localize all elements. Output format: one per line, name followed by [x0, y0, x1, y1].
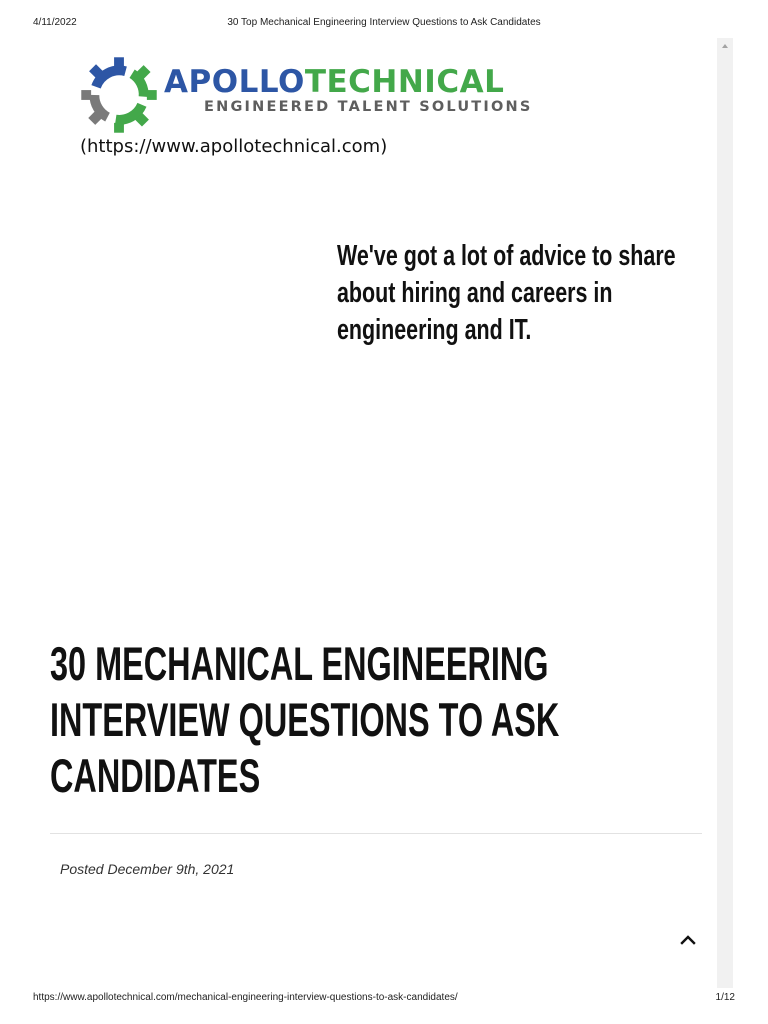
print-page-title: 30 Top Mechanical Engineering Interview Questions to Ask Candidates	[227, 17, 541, 28]
print-header	[33, 17, 735, 31]
logo-wordmark: APOLLOTECHNICAL	[164, 64, 505, 100]
print-footer	[33, 992, 735, 1006]
site-logo[interactable]	[78, 54, 598, 138]
gear-icon	[78, 54, 160, 136]
back-to-top-button[interactable]	[676, 928, 700, 952]
chevron-up-icon	[676, 928, 700, 952]
print-date: 4/11/2022	[33, 17, 77, 28]
print-page-number: 1/12	[715, 992, 735, 1003]
logo-tagline: ENGINEERED TALENT SOLUTIONS	[204, 99, 533, 115]
divider	[50, 833, 702, 834]
print-url: https://www.apollotechnical.com/mechanical-engineering-interview-questions-to-ask-candidates/	[33, 992, 458, 1003]
hero-tagline: We've got a lot of advice to share about hiring and careers in engineering and IT.	[337, 240, 676, 346]
article-title: 30 MECHANICAL ENGINEERING INTERVIEW QUESTIONS TO ASK CANDIDATES	[50, 637, 560, 802]
logo-link-text[interactable]: (https://www.apollotechnical.com)	[80, 136, 388, 157]
scroll-up-arrow-icon[interactable]	[717, 38, 733, 54]
post-date: Posted December 9th, 2021	[60, 861, 235, 877]
scrollbar[interactable]	[717, 38, 733, 988]
